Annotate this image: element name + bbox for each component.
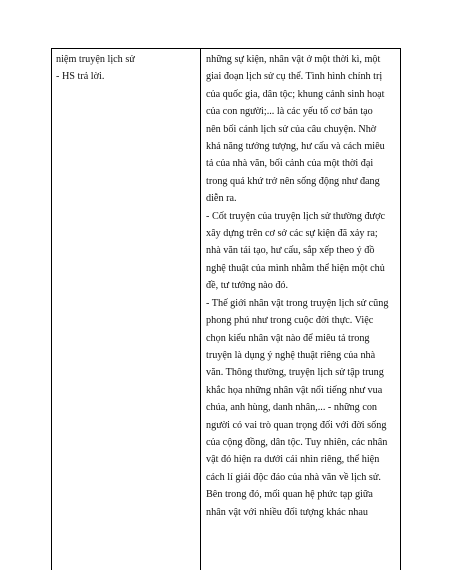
left-line: - HS trả lời. xyxy=(56,71,105,83)
text-line: của con người;... là các yếu tố cơ bản tạo xyxy=(206,106,373,118)
left-line: niệm truyện lịch sử xyxy=(56,54,135,65)
text-line: phong phú như trong cuộc đời thực. Việc xyxy=(206,315,374,327)
text-line: giai đoạn lịch sử cụ thể. Tình hình chính trị xyxy=(206,71,383,83)
text-line: trong quá khứ trở nên sống động như đang xyxy=(206,175,380,187)
text-line: khả năng tưởng tượng, hư cấu và cách miêu xyxy=(206,141,385,153)
text-line: cách lí giải độc đáo của nhà văn về lịch sử. xyxy=(206,471,381,483)
paragraph-plot xyxy=(206,208,396,295)
left-cell xyxy=(56,51,196,86)
text-line: những sự kiện, nhân vật ở một thời kì, một xyxy=(206,54,381,65)
text-line: vật đó hiện ra dưới cái nhìn riêng, thể hiện xyxy=(206,454,380,466)
text-line: khắc họa những nhân vật nổi tiếng như vua xyxy=(206,384,383,396)
text-line: - Thế giới nhân vật trong truyện lịch sử cũng xyxy=(206,297,389,309)
text-line: của quốc gia, dân tộc; khung cảnh sinh hoạt xyxy=(206,88,385,100)
paragraph-historical-context xyxy=(206,51,396,208)
text-line: nghệ thuật của mình nhằm thể hiện một chủ xyxy=(206,262,385,274)
right-cell xyxy=(206,51,396,521)
text-line: Bên trong đó, mối quan hệ phức tạp giữa xyxy=(206,489,373,501)
text-line: nên bối cảnh lịch sử của câu chuyện. Nhờ xyxy=(206,123,377,135)
text-line: tả của nhà văn, bối cảnh của một thời đại xyxy=(206,158,374,170)
text-line: người có vai trò quan trọng đối với đời sống xyxy=(206,419,387,431)
text-line: diễn ra. xyxy=(206,193,237,205)
paragraph-characters xyxy=(206,295,396,521)
text-line: - Cốt truyện của truyện lịch sử thường được xyxy=(206,210,385,222)
content-table xyxy=(51,48,401,570)
text-line: của cộng đồng, dân tộc. Tuy nhiên, các nhân xyxy=(206,436,388,448)
text-line: văn. Thông thường, truyện lịch sử tập trung xyxy=(206,367,384,379)
text-line: xây dựng trên cơ sở các sự kiện đã xảy ra; xyxy=(206,228,378,240)
column-divider xyxy=(200,49,201,570)
text-line: chúa, anh hùng, danh nhân,... - những con xyxy=(206,402,378,414)
text-line: chọn kiểu nhân vật nào để miêu tả trong xyxy=(206,332,370,344)
text-line: đề, tư tưởng nào đó. xyxy=(206,280,289,292)
text-line: nhân vật với nhiều đối tượng khác nhau xyxy=(206,506,369,518)
text-line: nhà văn tái tạo, hư cấu, sắp xếp theo ý đồ xyxy=(206,245,375,257)
text-line: truyện là dụng ý nghệ thuật riêng của nhà xyxy=(206,349,376,361)
